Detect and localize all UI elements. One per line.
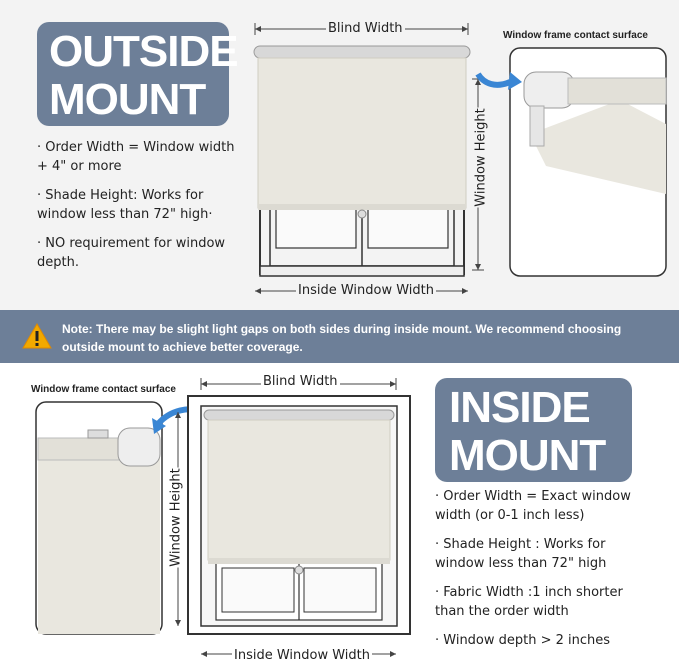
inside-bullet: · Order Width = Exact window width (or 0-1 inch less) — [435, 489, 631, 523]
outside-title-line1: OUTSIDE — [49, 27, 238, 76]
outside-bullet: · NO requirement for window depth. — [37, 236, 226, 270]
inside-title-line1: INSIDE — [449, 383, 590, 432]
outside-bullet: · Shade Height: Works for window less than 72" high· — [37, 188, 213, 222]
outside-blind-width-label: Blind Width — [328, 21, 403, 36]
outside-window-height-label: Window Height — [473, 108, 489, 207]
outside-contact-detail — [470, 44, 670, 280]
inside-bullet: · Fabric Width :1 inch shorter than the order width — [435, 585, 623, 619]
outside-inside-width-label: Inside Window Width — [298, 283, 434, 298]
notice-text: Note: There may be slight light gaps on both sides during inside mount. We recommend choosing outside mount to achieve better coverage. — [62, 322, 622, 354]
outside-mount-badge — [37, 22, 238, 126]
inside-blind-width-label: Blind Width — [263, 374, 338, 389]
outside-bullet-list — [37, 138, 237, 282]
warning-triangle-icon — [22, 322, 52, 350]
outside-bullet: · Order Width = Window width + 4" or more — [37, 140, 235, 174]
inside-bullet-list — [435, 487, 635, 660]
inside-bullet: · Window depth > 2 inches — [435, 633, 611, 648]
inside-bullet: · Shade Height : Works for window less than 72" high — [435, 537, 607, 571]
blue-arrow-icon — [478, 74, 510, 85]
inside-window-height-label: Window Height — [168, 468, 184, 567]
inside-contact-label: Window frame contact surface — [31, 384, 176, 395]
inside-inside-width-label: Inside Window Width — [234, 648, 370, 663]
inside-mount-diagram — [170, 372, 430, 664]
outside-mount-diagram — [240, 14, 500, 304]
notice-bar — [0, 310, 679, 363]
outside-title-line2: MOUNT — [49, 75, 206, 124]
outside-contact-label: Window frame contact surface — [503, 30, 648, 41]
inside-mount-badge — [435, 378, 632, 482]
inside-title-line2: MOUNT — [449, 431, 606, 480]
